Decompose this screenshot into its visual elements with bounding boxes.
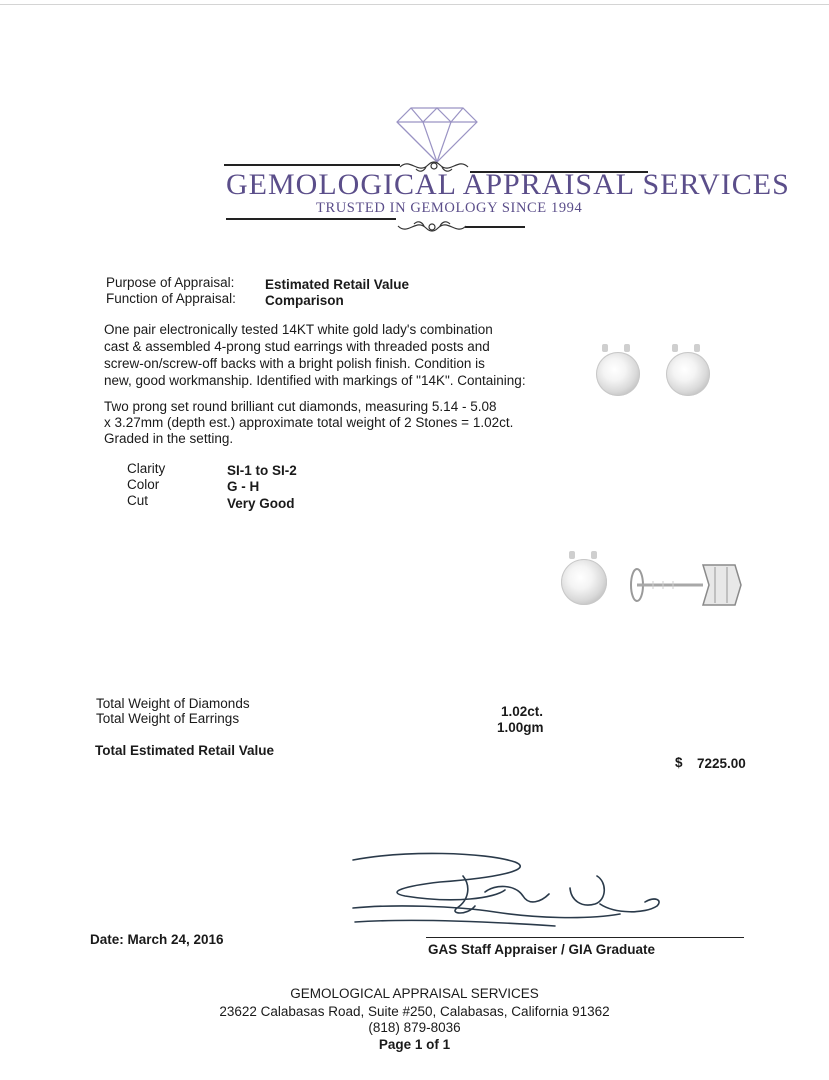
- signer-title: GAS Staff Appraiser / GIA Graduate: [428, 942, 656, 957]
- header-rule: [226, 218, 396, 220]
- footer-address: 23622 Calabasas Road, Suite #250, Calabasas, California 91362: [219, 1004, 610, 1019]
- page-number: Page 1 of 1: [378, 1037, 451, 1052]
- description-line: screw-on/screw-off backs with a bright polish finish. Condition is: [104, 356, 485, 371]
- signature-date: Date: March 24, 2016: [90, 932, 224, 947]
- earring-pair-image: [590, 340, 730, 415]
- total-earrings-label: Total Weight of Earrings: [96, 711, 240, 726]
- stones-line: Graded in the setting.: [104, 431, 234, 446]
- header-rule: [465, 226, 525, 228]
- footer-phone: (818) 879-8036: [368, 1020, 461, 1035]
- earring-post-icon: [623, 555, 748, 615]
- function-label: Function of Appraisal:: [106, 291, 236, 306]
- top-edge-rule: [0, 4, 829, 5]
- purpose-value: Estimated Retail Value: [265, 277, 410, 292]
- description-line: new, good workmanship. Identified with markings of "14K". Containing:: [104, 373, 526, 388]
- header-rule: [224, 164, 400, 166]
- color-value: G - H: [227, 479, 260, 494]
- stones-line: x 3.27mm (depth est.) approximate total weight of 2 Stones = 1.02ct.: [104, 415, 514, 430]
- signature-line: [426, 937, 744, 938]
- total-earrings-value: 1.00gm: [497, 720, 544, 735]
- stones-line: Two prong set round brilliant cut diamonds, measuring 5.14 - 5.08: [104, 399, 497, 414]
- clarity-label: Clarity: [127, 461, 166, 476]
- clarity-value: SI-1 to SI-2: [227, 463, 297, 478]
- cut-label: Cut: [127, 493, 149, 508]
- company-tagline: TRUSTED IN GEMOLOGY SINCE 1994: [316, 200, 583, 216]
- description-line: cast & assembled 4-prong stud earrings with threaded posts and: [104, 339, 490, 354]
- purpose-label: Purpose of Appraisal:: [106, 275, 235, 290]
- total-diamonds-value: 1.02ct.: [501, 704, 544, 719]
- signature-icon: [345, 848, 665, 938]
- currency-symbol: $: [675, 755, 683, 770]
- earring-side-image: [555, 545, 750, 625]
- function-value: Comparison: [265, 293, 344, 308]
- flourish-ornament-icon: [396, 216, 468, 238]
- cut-value: Very Good: [227, 496, 295, 511]
- footer-company: GEMOLOGICAL APPRAISAL SERVICES: [290, 986, 539, 1001]
- total-diamonds-label: Total Weight of Diamonds: [96, 696, 250, 711]
- description-line: One pair electronically tested 14KT white gold lady's combination: [104, 322, 493, 337]
- color-label: Color: [127, 477, 160, 492]
- total-retail-value: 7225.00: [697, 756, 746, 771]
- company-title: GEMOLOGICAL APPRAISAL SERVICES: [226, 168, 790, 201]
- total-retail-label: Total Estimated Retail Value: [95, 743, 275, 758]
